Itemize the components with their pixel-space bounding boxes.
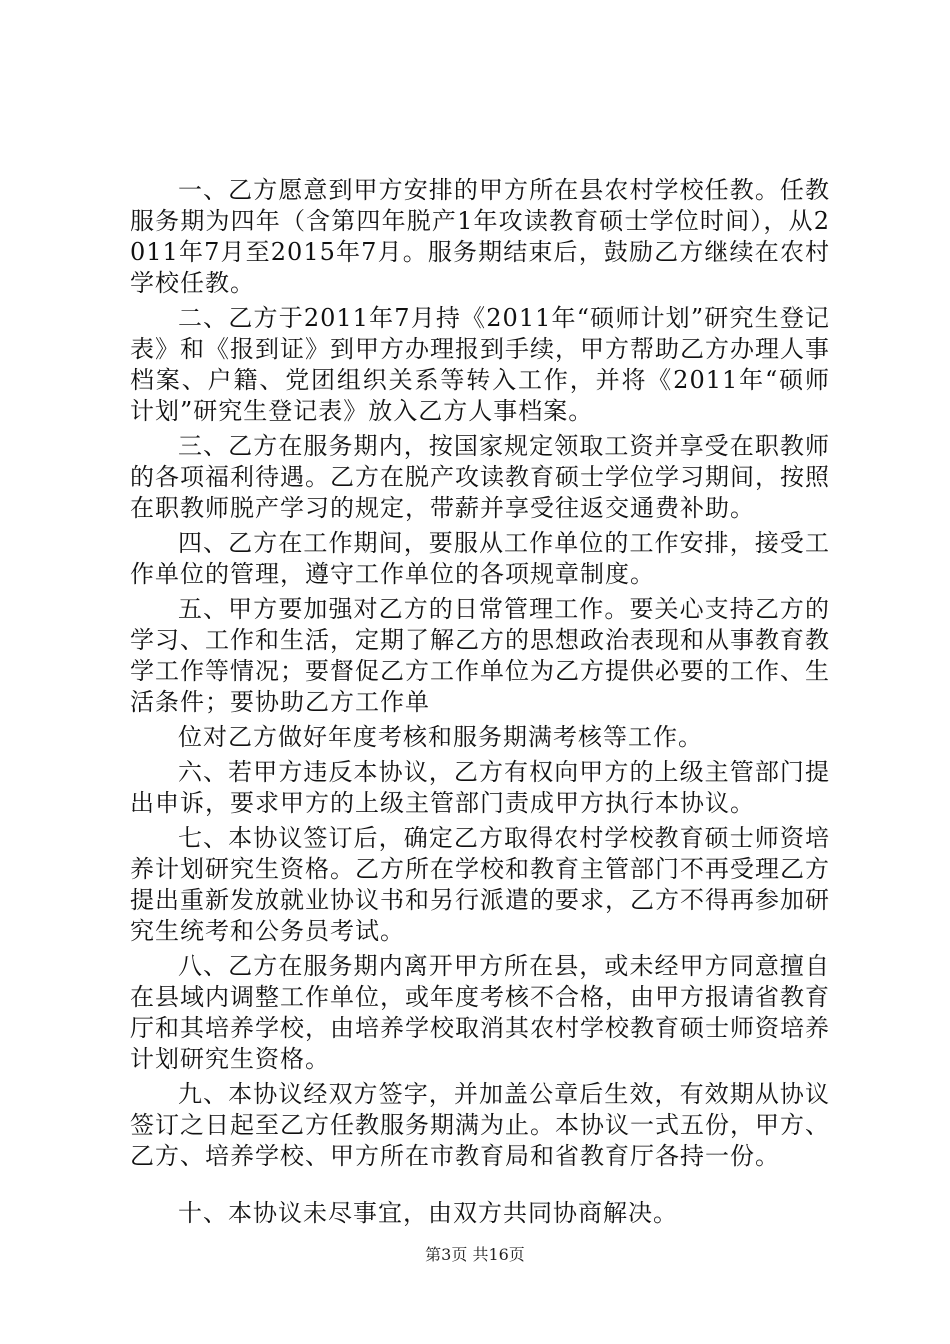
paragraph-7: 七、本协议签订后，确定乙方取得农村学校教育硕士师资培养计划研究生资格。乙方所在学校和教育主管部门不再受理乙方提出重新发放就业协议书和另行派遣的要求，乙方不得再参加研究生统考和公务员考试。 [130, 824, 830, 945]
paragraph-5: 五、甲方要加强对乙方的日常管理工作。要关心支持乙方的学习、工作和生活，定期了解乙方的思想政治表现和从事教育教学工作等情况；要督促乙方工作单位为乙方提供必要的工作、生活条件；要协助乙方工作单 [130, 595, 830, 716]
paragraph-5-continued: 位对乙方做好年度考核和服务期满考核等工作。 [178, 723, 703, 751]
paragraph-10: 十、本协议未尽事宜，由双方共同协商解决。 [178, 1199, 678, 1227]
page-number-footer: 第3页 共16页 [425, 1245, 525, 1264]
paragraph-6: 六、若甲方违反本协议，乙方有权向甲方的上级主管部门提出申诉，要求甲方的上级主管部门责成甲方执行本协议。 [130, 758, 830, 817]
paragraph-9: 九、本协议经双方签字，并加盖公章后生效，有效期从协议签订之日起至乙方任教服务期满为止。本协议一式五份，甲方、乙方、培养学校、甲方所在市教育局和省教育厅各持一份。 [130, 1080, 830, 1170]
paragraph-8: 八、乙方在服务期内离开甲方所在县，或未经甲方同意擅自在县域内调整工作单位，或年度考核不合格，由甲方报请省教育厅和其培养学校，由培养学校取消其农村学校教育硕士师资培养计划研究生资格。 [130, 952, 830, 1073]
document-body [130, 175, 830, 1233]
paragraph-1: 一、乙方愿意到甲方安排的甲方所在县农村学校任教。任教服务期为四年（含第四年脱产1年攻读教育硕士学位时间），从2011年7月至2015年7月。服务期结束后，鼓励乙方继续在农村学校任教。 [130, 176, 830, 297]
paragraph-4: 四、乙方在工作期间，要服从工作单位的工作安排，接受工作单位的管理，遵守工作单位的各项规章制度。 [130, 529, 830, 588]
paragraph-2: 二、乙方于2011年7月持《2011年“硕师计划”研究生登记表》和《报到证》到甲方办理报到手续，甲方帮助乙方办理人事档案、户籍、党团组织关系等转入工作，并将《2011年“硕师计划”研究生登记表》放入乙方人事档案。 [130, 304, 830, 425]
paragraph-3: 三、乙方在服务期内，按国家规定领取工资并享受在职教师的各项福利待遇。乙方在脱产攻读教育硕士学位学习期间，按照在职教师脱产学习的规定，带薪并享受往返交通费补助。 [130, 432, 830, 522]
